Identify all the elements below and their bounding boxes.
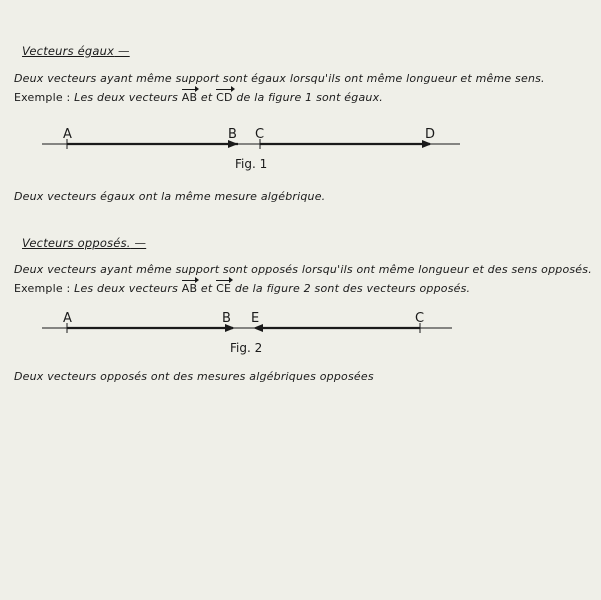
figure-1	[42, 127, 460, 171]
point-label-a: A	[63, 311, 72, 326]
figure-2	[42, 311, 452, 355]
vector-cd: CD	[216, 91, 233, 104]
point-label-d: D	[425, 127, 436, 142]
figure-1-caption: Fig. 1	[235, 157, 268, 171]
point-label-c: C	[415, 311, 425, 326]
vector-ab: AB	[181, 282, 198, 295]
point-label-e: E	[251, 311, 260, 326]
conclusion-equal-vectors: Deux vecteurs égaux ont la même mesure algébrique.	[14, 190, 326, 203]
point-label-b: B	[228, 127, 237, 142]
section-title-opposite-vectors: Vecteurs opposés. —	[22, 236, 147, 250]
vector-ce: CE	[216, 282, 232, 295]
definition-opposite-vectors: Deux vecteurs ayant même support sont opposés lorsqu'ils ont même longueur et des sens opposés.	[14, 263, 592, 276]
section-title-equal-vectors: Vecteurs égaux —	[22, 44, 130, 58]
figure-2-caption: Fig. 2	[230, 341, 263, 355]
conclusion-opposite-vectors: Deux vecteurs opposés ont des mesures algébriques opposées	[14, 370, 374, 383]
vector-ab: AB	[181, 91, 198, 104]
example-opposite-vectors: Exemple : Les deux vecteurs AB et CE de la figure 2 sont des vecteurs opposés.	[14, 282, 471, 295]
point-label-c: C	[255, 127, 265, 142]
example-equal-vectors: Exemple : Les deux vecteurs AB et CD de la figure 1 sont égaux.	[14, 91, 383, 104]
definition-equal-vectors: Deux vecteurs ayant même support sont égaux lorsqu'ils ont même longueur et même sens.	[14, 72, 545, 85]
point-label-a: A	[63, 127, 72, 142]
point-label-b: B	[222, 311, 231, 326]
